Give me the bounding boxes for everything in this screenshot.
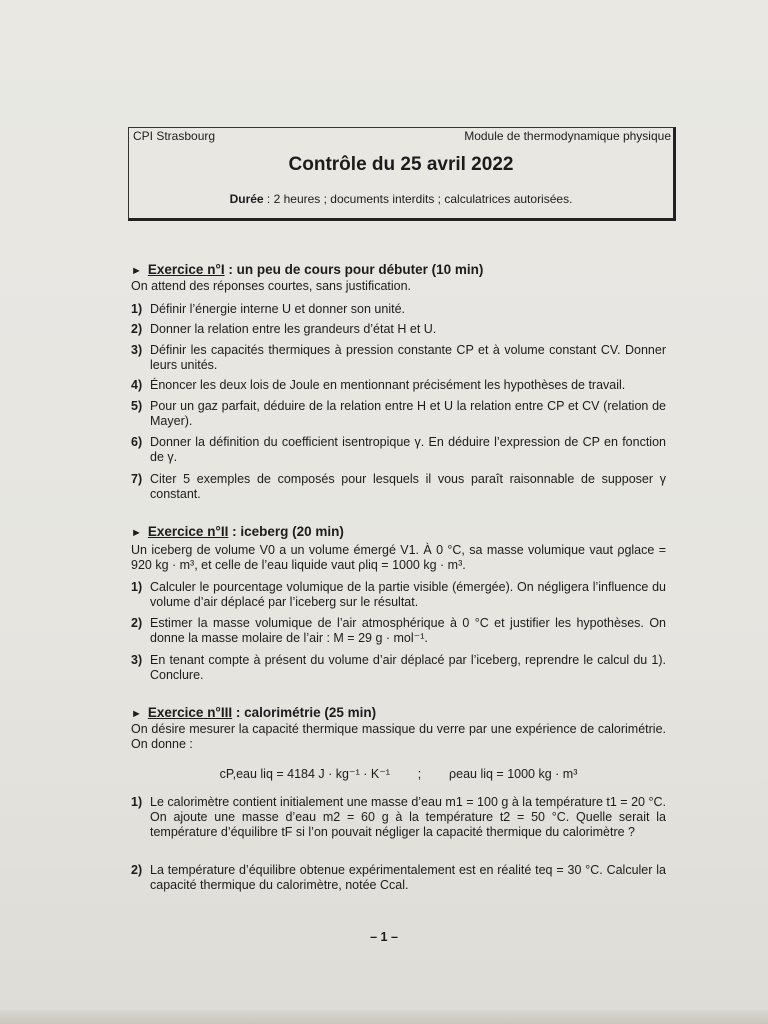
triangle-bullet-icon: ► [131,265,142,277]
exercise-2-title: ► Exercice n°II : iceberg (20 min) [131,524,344,539]
exercise-1-question-3: 3) Définir les capacités thermiques à pression constante CP et à volume constant CV. Donner leurs unités. [131,343,666,372]
exam-title: Contrôle du 25 avril 2022 [288,154,514,175]
page-bottom-edge [0,1010,768,1024]
exercise-3-question-1: 1) Le calorimètre contient initialement une masse d’eau m1 = 100 g à la température t1 = 20 °C. On ajoute une masse d’eau m2 = 60 g à la température t2 = 50 °C. Quelle serait la température d’équilibre tF si l’on pouvait négliger la capacité thermique du calorimètre ? [131,795,666,839]
exercise-3-given-data: cP,eau liq = 4184 J · kg⁻¹ · K⁻¹ ; ρeau liq = 1000 kg · m³ [219,767,578,781]
exam-header-box [128,127,676,221]
module-name: Module de thermodynamique physique [464,129,671,143]
exercise-3-title: ► Exercice n°III : calorimétrie (25 min) [131,705,377,720]
exercise-1-question-2: 2) Donner la relation entre les grandeurs d’état H et U. [131,322,437,336]
exercise-1-question-4: 4) Énoncer les deux lois de Joule en mentionnant précisément les hypothèses de travail. [131,378,626,392]
exercise-1-question-5: 5) Pour un gaz parfait, déduire de la relation entre H et U la relation entre CP et CV (relation de Mayer). [131,399,666,428]
page-number: – 1 – [370,930,398,944]
exam-duration: Durée : 2 heures ; documents interdits ; calculatrices autorisées. [229,192,573,206]
exercise-2-question-3: 3) En tenant compte à présent du volume d’air déplacé par l’iceberg, reprendre le calcul du 1). Conclure. [131,653,666,682]
exercise-2-question-1: 1) Calculer le pourcentage volumique de la partie visible (émergée). On négligera l’influence du volume d’air déplacé par l’iceberg sur le résultat. [131,580,666,609]
exercise-3-question-2: 2) La température d’équilibre obtenue expérimentalement est en réalité teq = 30 °C. Calculer la capacité thermique du calorimètre, notée Ccal. [131,863,666,892]
school-name: CPI Strasbourg [133,129,216,143]
exercise-1-question-7: 7) Citer 5 exemples de composés pour lesquels il vous paraît raisonnable de supposer γ constant. [131,472,666,501]
exercise-1-question-1: 1) Définir l’énergie interne U et donner son unité. [131,302,406,316]
exercise-2-intro: Un iceberg de volume V0 a un volume émergé V1. À 0 °C, sa masse volumique vaut ρglace = 920 kg · m³, et celle de l’eau liquide vaut ρliq = 1000 kg · m³. [131,543,666,572]
exercise-1-intro: On attend des réponses courtes, sans justification. [131,279,412,293]
exercise-1-question-6: 6) Donner la définition du coefficient isentropique γ. En déduire l’expression de CP en fonction de γ. [131,435,666,464]
exercise-1-title: ► Exercice n°I : un peu de cours pour débuter (10 min) [131,262,484,277]
triangle-bullet-icon: ► [131,708,142,720]
triangle-bullet-icon: ► [131,527,142,539]
exercise-3-intro: On désire mesurer la capacité thermique massique du verre par une expérience de calorimétrie. On donne : [131,722,666,751]
exercise-2-question-2: 2) Estimer la masse volumique de l’air atmosphérique à 0 °C et justifier les hypothèses. On donne la masse molaire de l’air : M = 29 g · mol⁻¹. [131,616,666,645]
